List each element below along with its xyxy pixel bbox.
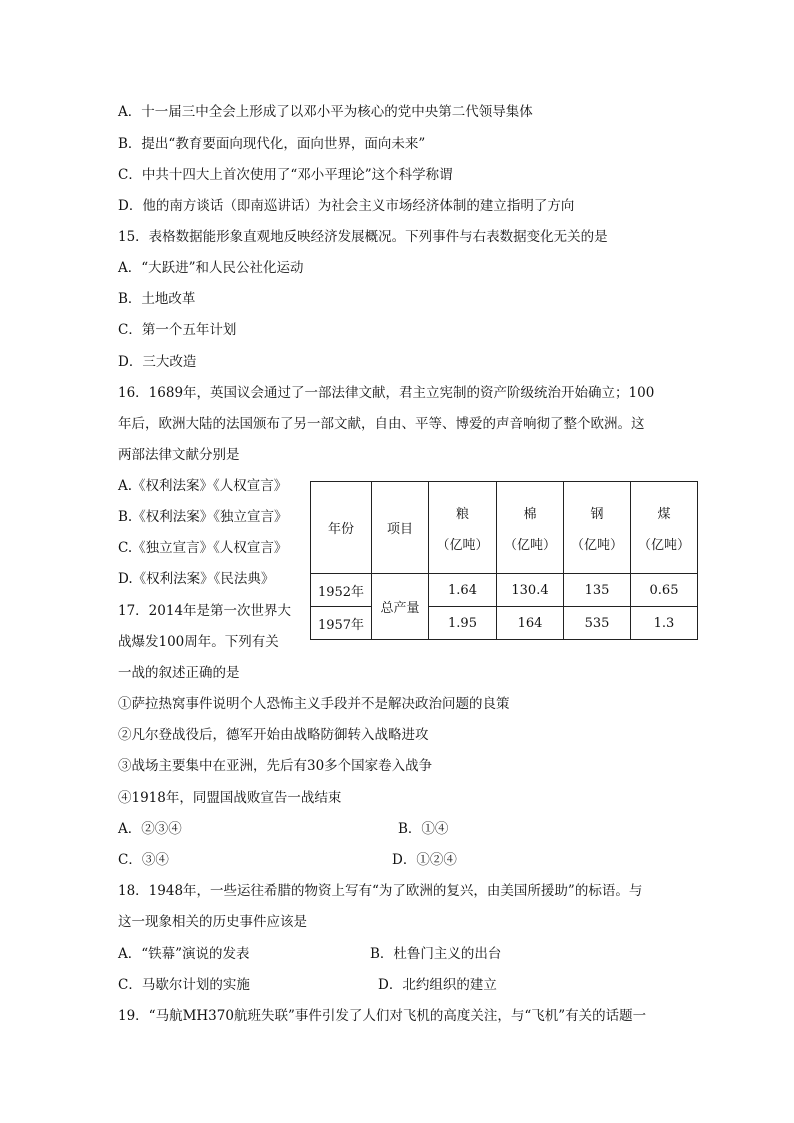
q14-option-a: A．十一届三中全会上形成了以邓小平为核心的党中央第二代领导集体: [118, 104, 533, 120]
header-steel-unit: （亿吨）: [570, 537, 623, 553]
q18-option-a: A．“铁幕”演说的发表: [118, 946, 250, 962]
header-cotton-unit: （亿吨）: [503, 537, 556, 553]
row1-steel: 135: [564, 574, 631, 607]
header-grain-name: 粮: [455, 506, 469, 522]
header-steel-name: 钢: [590, 506, 604, 522]
q15-option-a: A．“大跃进”和人民公社化运动: [118, 260, 304, 276]
q15-option-c: C．第一个五年计划: [118, 322, 237, 338]
q19-stem-line1: 19．“马航MH370航班失联”事件引发了人们对飞机的高度关注，与“飞机”有关的话题一: [118, 1008, 647, 1024]
q17-option-c: C．③④: [118, 852, 169, 868]
q17-option-a: A．②③④: [118, 821, 182, 837]
header-coal-unit: （亿吨）: [637, 537, 690, 553]
q18-option-b: B．杜鲁门主义的出台: [370, 946, 502, 962]
header-grain-unit: （亿吨）: [436, 537, 489, 553]
q17-statement-1: ①萨拉热窝事件说明个人恐怖主义手段并不是解决政治问题的良策: [118, 696, 510, 712]
q14-option-b: B．提出“教育要面向现代化，面向世界，面向未来”: [118, 136, 426, 152]
row2-coal: 1.3: [631, 607, 698, 640]
row1-year: 1952年: [311, 574, 372, 607]
q16-option-c: C.《独立宣言》《人权宣言》: [118, 540, 288, 556]
header-coal: [631, 482, 698, 574]
q16-stem-line2: 年后，欧洲大陆的法国颁布了另一部文献，自由、平等、博爱的声音响彻了整个欧洲。这: [118, 416, 645, 432]
q17-statement-2: ②凡尔登战役后，德军开始由战略防御转入战略进攻: [118, 727, 429, 743]
q16-option-d: D.《权利法案》《民法典》: [118, 571, 275, 587]
q17-option-d: D．①②④: [392, 852, 457, 868]
q15-option-b: B．土地改革: [118, 291, 196, 307]
q17-stem-line3: 一战的叙述正确的是: [118, 665, 240, 681]
item-label: 总产量: [372, 574, 429, 640]
header-year: 年份: [311, 482, 372, 574]
header-cotton: [497, 482, 564, 574]
q15-stem: 15．表格数据能形象直观地反映经济发展概况。下列事件与右表数据变化无关的是: [118, 229, 608, 245]
header-item: 项目: [372, 482, 429, 574]
row2-year: 1957年: [311, 607, 372, 640]
q16-option-a: A.《权利法案》《人权宣言》: [118, 478, 288, 494]
header-steel: [564, 482, 631, 574]
header-coal-name: 煤: [657, 506, 671, 522]
row1-coal: 0.65: [631, 574, 698, 607]
row2-grain: 1.95: [429, 607, 497, 640]
q17-option-b: B．①④: [398, 821, 449, 837]
header-grain: [429, 482, 497, 574]
q17-stem-line2: 战爆发100周年。下列有关: [118, 634, 279, 650]
q14-option-d: D．他的南方谈话（即南巡讲话）为社会主义市场经济体制的建立指明了方向: [118, 198, 575, 214]
q14-option-c: C．中共十四大上首次使用了“邓小平理论”这个科学称谓: [118, 167, 453, 183]
q16-stem-line3: 两部法律文献分别是: [118, 447, 240, 463]
q18-option-c: C．马歇尔计划的实施: [118, 977, 250, 993]
header-cotton-name: 棉: [523, 506, 537, 522]
q17-stem-line1: 17．2014年是第一次世界大: [118, 603, 292, 619]
q18-stem-line2: 这一现象相关的历史事件应该是: [118, 914, 307, 930]
row2-steel: 535: [564, 607, 631, 640]
row2-cotton: 164: [497, 607, 564, 640]
q16-option-b: B.《权利法案》《独立宣言》: [118, 509, 288, 525]
q16-stem-line1: 16．1689年，英国议会通过了一部法律文献，君主立宪制的资产阶级统治开始确立；100: [118, 385, 655, 401]
row1-grain: 1.64: [429, 574, 497, 607]
q17-statement-4: ④1918年，同盟国战败宣告一战结束: [118, 790, 342, 806]
q17-statement-3: ③战场主要集中在亚洲，先后有30多个国家卷入战争: [118, 758, 433, 774]
row1-cotton: 130.4: [497, 574, 564, 607]
production-table: [310, 481, 698, 640]
q15-option-d: D．三大改造: [118, 354, 197, 370]
q18-option-d: D．北约组织的建立: [378, 977, 497, 993]
q18-stem-line1: 18．1948年，一些运往希腊的物资上写有“为了欧洲的复兴，由美国所援助”的标语。与: [118, 883, 643, 899]
